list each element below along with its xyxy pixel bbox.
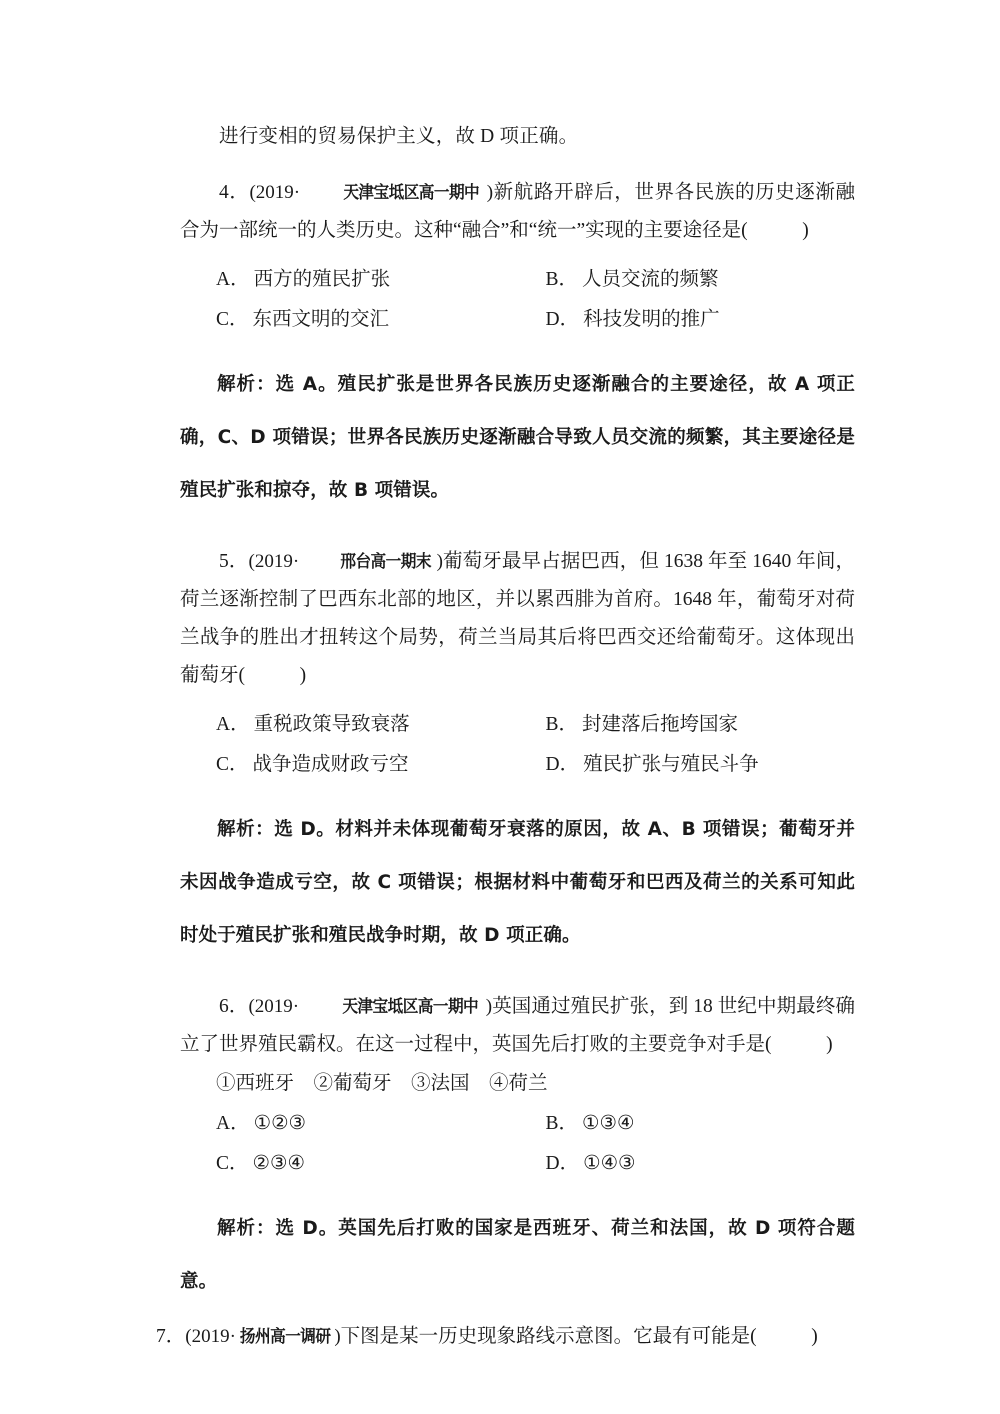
continued-analysis-text: 进行变相的贸易保护主义，故 D 项正确。 [219, 126, 579, 147]
question-4-analysis: 解析：选 A。殖民扩张是世界各民族历史逐渐融合的主要途径，故 A 项正确，C、D 项错误；世界各民族历史逐渐融合导致人员交流的频繁，其主要途径是殖民扩张和掠夺，故 B 项错误。 [180, 374, 855, 501]
question-7-stem-close: ) [811, 1326, 818, 1347]
question-5-stem [180, 543, 855, 695]
option-text: 科技发明的推广 [583, 309, 720, 330]
option-letter: C． [216, 754, 249, 775]
question-7-source-close: ) [334, 1326, 341, 1347]
question-4-number: 4． [219, 182, 250, 203]
question-6-option-b[interactable] [518, 1104, 856, 1144]
option-letter: B． [545, 269, 579, 290]
option-letter: D． [545, 754, 580, 775]
option-text: 重税政策导致衰落 [253, 714, 410, 735]
question-7-answer-blank[interactable] [757, 1326, 812, 1347]
option-row [180, 260, 855, 300]
question-4-option-c[interactable] [180, 300, 518, 340]
question-4-option-a[interactable] [180, 260, 518, 300]
option-row [180, 745, 855, 785]
spacer [180, 250, 855, 260]
question-5-stem-text: 葡萄牙最早占据巴西，但 1638 年至 1640 年间，荷兰逐渐控制了巴西东北部的地区，并以累西腓为首府。1648 年，葡萄牙对荷兰战争的胜出才扭转这个局势，荷兰当局其后将巴西交还给葡萄牙。这体现出葡萄牙( [180, 551, 855, 686]
question-5-options [180, 705, 855, 785]
option-row [180, 1144, 855, 1184]
option-text: 东西文明的交汇 [252, 309, 390, 330]
question-7-number: 7． [156, 1326, 186, 1347]
question-5-stem-close: ) [299, 665, 307, 686]
option-letter: D． [545, 1153, 580, 1174]
option-letter: C． [216, 1153, 249, 1174]
question-4-source-open: (2019· [249, 182, 301, 203]
spacer [180, 962, 855, 988]
question-4-stem-text: 新航路开辟后，世界各民族的历史逐渐融合为一部统一的人类历史。这种“融合”和“统一”实现的主要途径是( [180, 182, 855, 241]
question-7-stem [156, 1318, 855, 1356]
question-5-option-d[interactable] [518, 745, 856, 785]
question-4-answer-blank[interactable] [748, 220, 803, 241]
question-5-option-b[interactable] [518, 705, 856, 745]
spacer [180, 156, 855, 174]
question-4-option-b[interactable] [518, 260, 856, 300]
question-6-items-line: ①西班牙 ②葡萄牙 ③法国 ④荷兰 [216, 1073, 548, 1094]
question-6-source-tag: 天津宝坻区高一期中 [342, 997, 479, 1017]
question-6-analysis: 解析：选 D。英国先后打败的国家是西班牙、荷兰和法国，故 D 项符合题意。 [180, 1218, 855, 1292]
question-4-stem [180, 174, 855, 250]
question-6-option-a[interactable] [180, 1104, 518, 1144]
option-letter: A． [216, 714, 250, 735]
question-6-option-c[interactable] [180, 1144, 518, 1184]
option-letter: D． [545, 309, 580, 330]
question-6-option-d[interactable] [518, 1144, 856, 1184]
question-5-option-c[interactable] [180, 745, 518, 785]
question-5-number: 5． [219, 551, 249, 572]
spacer [180, 517, 855, 543]
question-6-source-open: (2019· [248, 996, 300, 1017]
question-4-source-close: ) [486, 182, 494, 203]
option-letter: B． [545, 1113, 579, 1134]
question-6-stem-text: 英国通过殖民扩张，到 18 世纪中期最终确立了世界殖民霸权。在这一过程中，英国先后打败的主要竞争对手是( [180, 996, 855, 1055]
question-7-source-open: (2019· [185, 1326, 236, 1347]
question-4-stem-close: ) [802, 220, 809, 241]
option-text: 战争造成财政亏空 [252, 754, 409, 775]
spacer [180, 785, 855, 803]
option-row [180, 300, 855, 340]
question-5-source-close: ) [436, 551, 443, 572]
question-5-answer-blank[interactable] [245, 665, 300, 686]
option-text: ①③④ [582, 1113, 635, 1134]
question-6-stem-close: ) [826, 1034, 833, 1055]
question-7-source-tag: 扬州高一调研 [239, 1327, 331, 1347]
spacer [180, 1308, 855, 1318]
question-5-source-open: (2019· [248, 551, 300, 572]
spacer [180, 340, 855, 358]
option-text: 殖民扩张与殖民斗争 [583, 754, 759, 775]
option-text: ②③④ [252, 1153, 305, 1174]
question-7-stem-text: 下图是某一历史现象路线示意图。它最有可能是( [340, 1326, 757, 1347]
option-text: 西方的殖民扩张 [253, 269, 391, 290]
question-6-number: 6． [219, 996, 249, 1017]
question-4-option-d[interactable] [518, 300, 856, 340]
question-4-source-tag: 天津宝坻区高一期中 [343, 183, 480, 203]
option-row [180, 1104, 855, 1144]
question-5-source-tag: 邢台高一期末 [340, 552, 432, 572]
question-6-options [180, 1104, 855, 1184]
question-6-answer-blank[interactable] [772, 1034, 827, 1055]
spacer [180, 1184, 855, 1202]
question-4-options [180, 260, 855, 340]
option-letter: B． [545, 714, 579, 735]
question-6-stem [180, 988, 855, 1064]
question-6-source-close: ) [485, 996, 493, 1017]
option-text: ①④③ [583, 1153, 636, 1174]
option-text: 封建落后拖垮国家 [582, 714, 739, 735]
option-letter: A． [216, 269, 250, 290]
option-letter: C． [216, 309, 249, 330]
option-row [180, 705, 855, 745]
spacer [180, 695, 855, 705]
option-text: 人员交流的频繁 [582, 269, 719, 290]
option-letter: A． [216, 1113, 250, 1134]
page-content [156, 118, 855, 1356]
question-5-option-a[interactable] [180, 705, 518, 745]
question-5-analysis: 解析：选 D。材料并未体现葡萄牙衰落的原因，故 A、B 项错误；葡萄牙并未因战争造成亏空，故 C 项错误；根据材料中葡萄牙和巴西及荷兰的关系可知此时处于殖民扩张和殖民战争时期，故 D 项正确。 [180, 819, 855, 946]
option-text: ①②③ [253, 1113, 307, 1134]
